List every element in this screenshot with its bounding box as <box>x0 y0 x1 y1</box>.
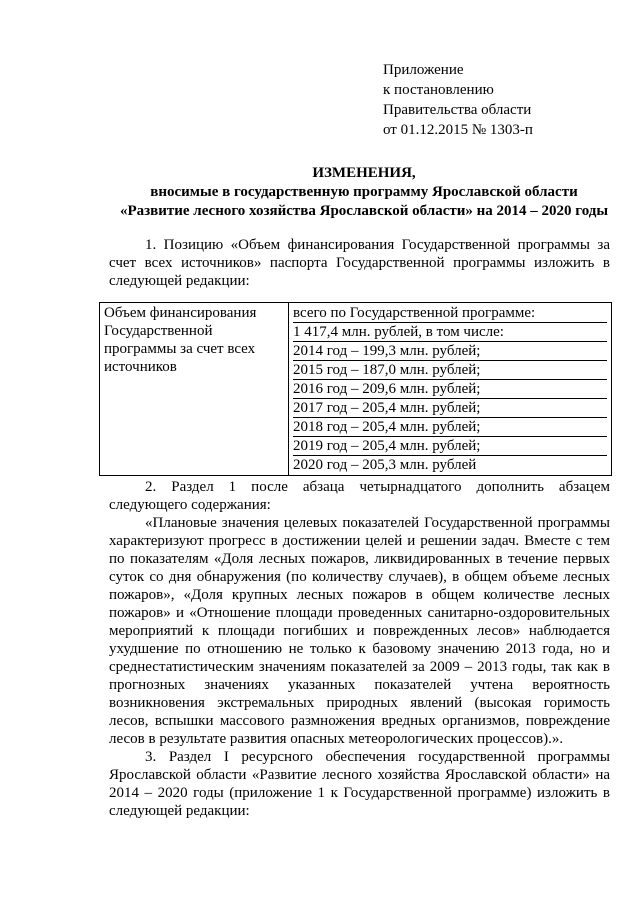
text-line: следующей редакции: <box>109 803 250 819</box>
title-line-3: «Развитие лесного хозяйства Ярославской области» на 2014 – 2020 годы <box>119 203 609 219</box>
quote-paragraph <box>109 514 610 748</box>
text-line: по показателям «Доля лесных пожаров, ликвидированных в течение первых <box>109 551 610 567</box>
document-title <box>90 164 638 221</box>
table-label-cell <box>100 303 289 476</box>
text-line: прогнозных значениях указанных показателей учтена вероятность <box>109 677 610 693</box>
text-line: среднестатистическим значениям показателей за 2009 – 2013 годы, так как в <box>109 659 610 675</box>
table-row: 2019 год – 205,4 млн. рублей; <box>293 437 607 456</box>
appendix-block <box>383 60 533 140</box>
table-row: 1 417,4 млн. рублей, в том числе: <box>293 323 607 342</box>
item-2-paragraph <box>109 478 610 514</box>
financing-table <box>99 302 612 476</box>
table-row: 2014 год – 199,3 млн. рублей; <box>293 342 607 361</box>
text-line: лесов, вспышки массового размножения вредных организмов, повреждение <box>109 713 610 729</box>
appendix-line: к постановлению <box>383 82 494 98</box>
label-line: программы за счет всех <box>104 341 256 357</box>
label-line: Объем финансирования <box>104 305 257 321</box>
text-line: 1. Позицию «Объем финансирования Государственной программы за <box>145 237 610 253</box>
text-line: следующей редакции: <box>109 273 250 289</box>
text-line: возникновения экстремальных природных явлений (высокая горимость <box>109 695 610 711</box>
label-line: Государственной <box>104 323 213 339</box>
text-line: «Плановые значения целевых показателей Государственной программы <box>145 515 610 531</box>
item-3-paragraph <box>109 748 610 820</box>
text-line: 2014 – 2020 годы (приложение 1 к Государственной программе) изложить в <box>109 785 610 801</box>
item-1-paragraph <box>109 236 610 290</box>
text-line: Ярославской области «Развитие лесного хозяйства Ярославской области» на <box>109 767 610 783</box>
text-line: ухудшение по отношению не только к базовому значению 2013 года, но и <box>109 641 610 657</box>
title-line-2: вносимые в государственную программу Ярославской области <box>150 184 578 200</box>
text-line: лесов в результате развития опасных метеорологических процессов).». <box>109 731 564 747</box>
text-line: пожаров», «Доля крупных лесных пожаров в общем количестве лесных <box>109 587 610 603</box>
text-line: пожаров» и «Отношение площади проведенных санитарно-оздоровительных <box>109 605 610 621</box>
table-row: 2018 год – 205,4 млн. рублей; <box>293 418 607 437</box>
table-row: всего по Государственной программе: <box>293 304 607 323</box>
title-line-1: ИЗМЕНЕНИЯ, <box>312 165 416 181</box>
appendix-line: Правительства области <box>383 102 532 118</box>
text-line: счет всех источников» паспорта Государственной программы изложить в <box>109 255 610 271</box>
table-row: 2020 год – 205,3 млн. рублей <box>293 457 477 473</box>
text-line: следующего содержания: <box>109 497 271 513</box>
appendix-line: от 01.12.2015 № 1303-п <box>383 122 533 138</box>
text-line: суток со дня обнаружения (по количеству случаев), в общем объеме лесных <box>109 569 610 585</box>
text-line: 2. Раздел 1 после абзаца четырнадцатого дополнить абзацем <box>145 479 610 495</box>
text-line: характеризуют прогресс в достижении целей и решении задач. Вместе с тем <box>109 533 610 549</box>
table-row: 2016 год – 209,6 млн. рублей; <box>293 380 607 399</box>
text-line: 3. Раздел I ресурсного обеспечения государственной программы <box>145 749 610 765</box>
appendix-line: Приложение <box>383 62 464 78</box>
text-line: мероприятий к площади погибших и поврежденных лесов» наблюдается <box>109 623 610 639</box>
table-row: 2017 год – 205,4 млн. рублей; <box>293 399 607 418</box>
table-value-cell <box>289 303 612 476</box>
label-line: источников <box>104 359 177 375</box>
table-row: 2015 год – 187,0 млн. рублей; <box>293 361 607 380</box>
